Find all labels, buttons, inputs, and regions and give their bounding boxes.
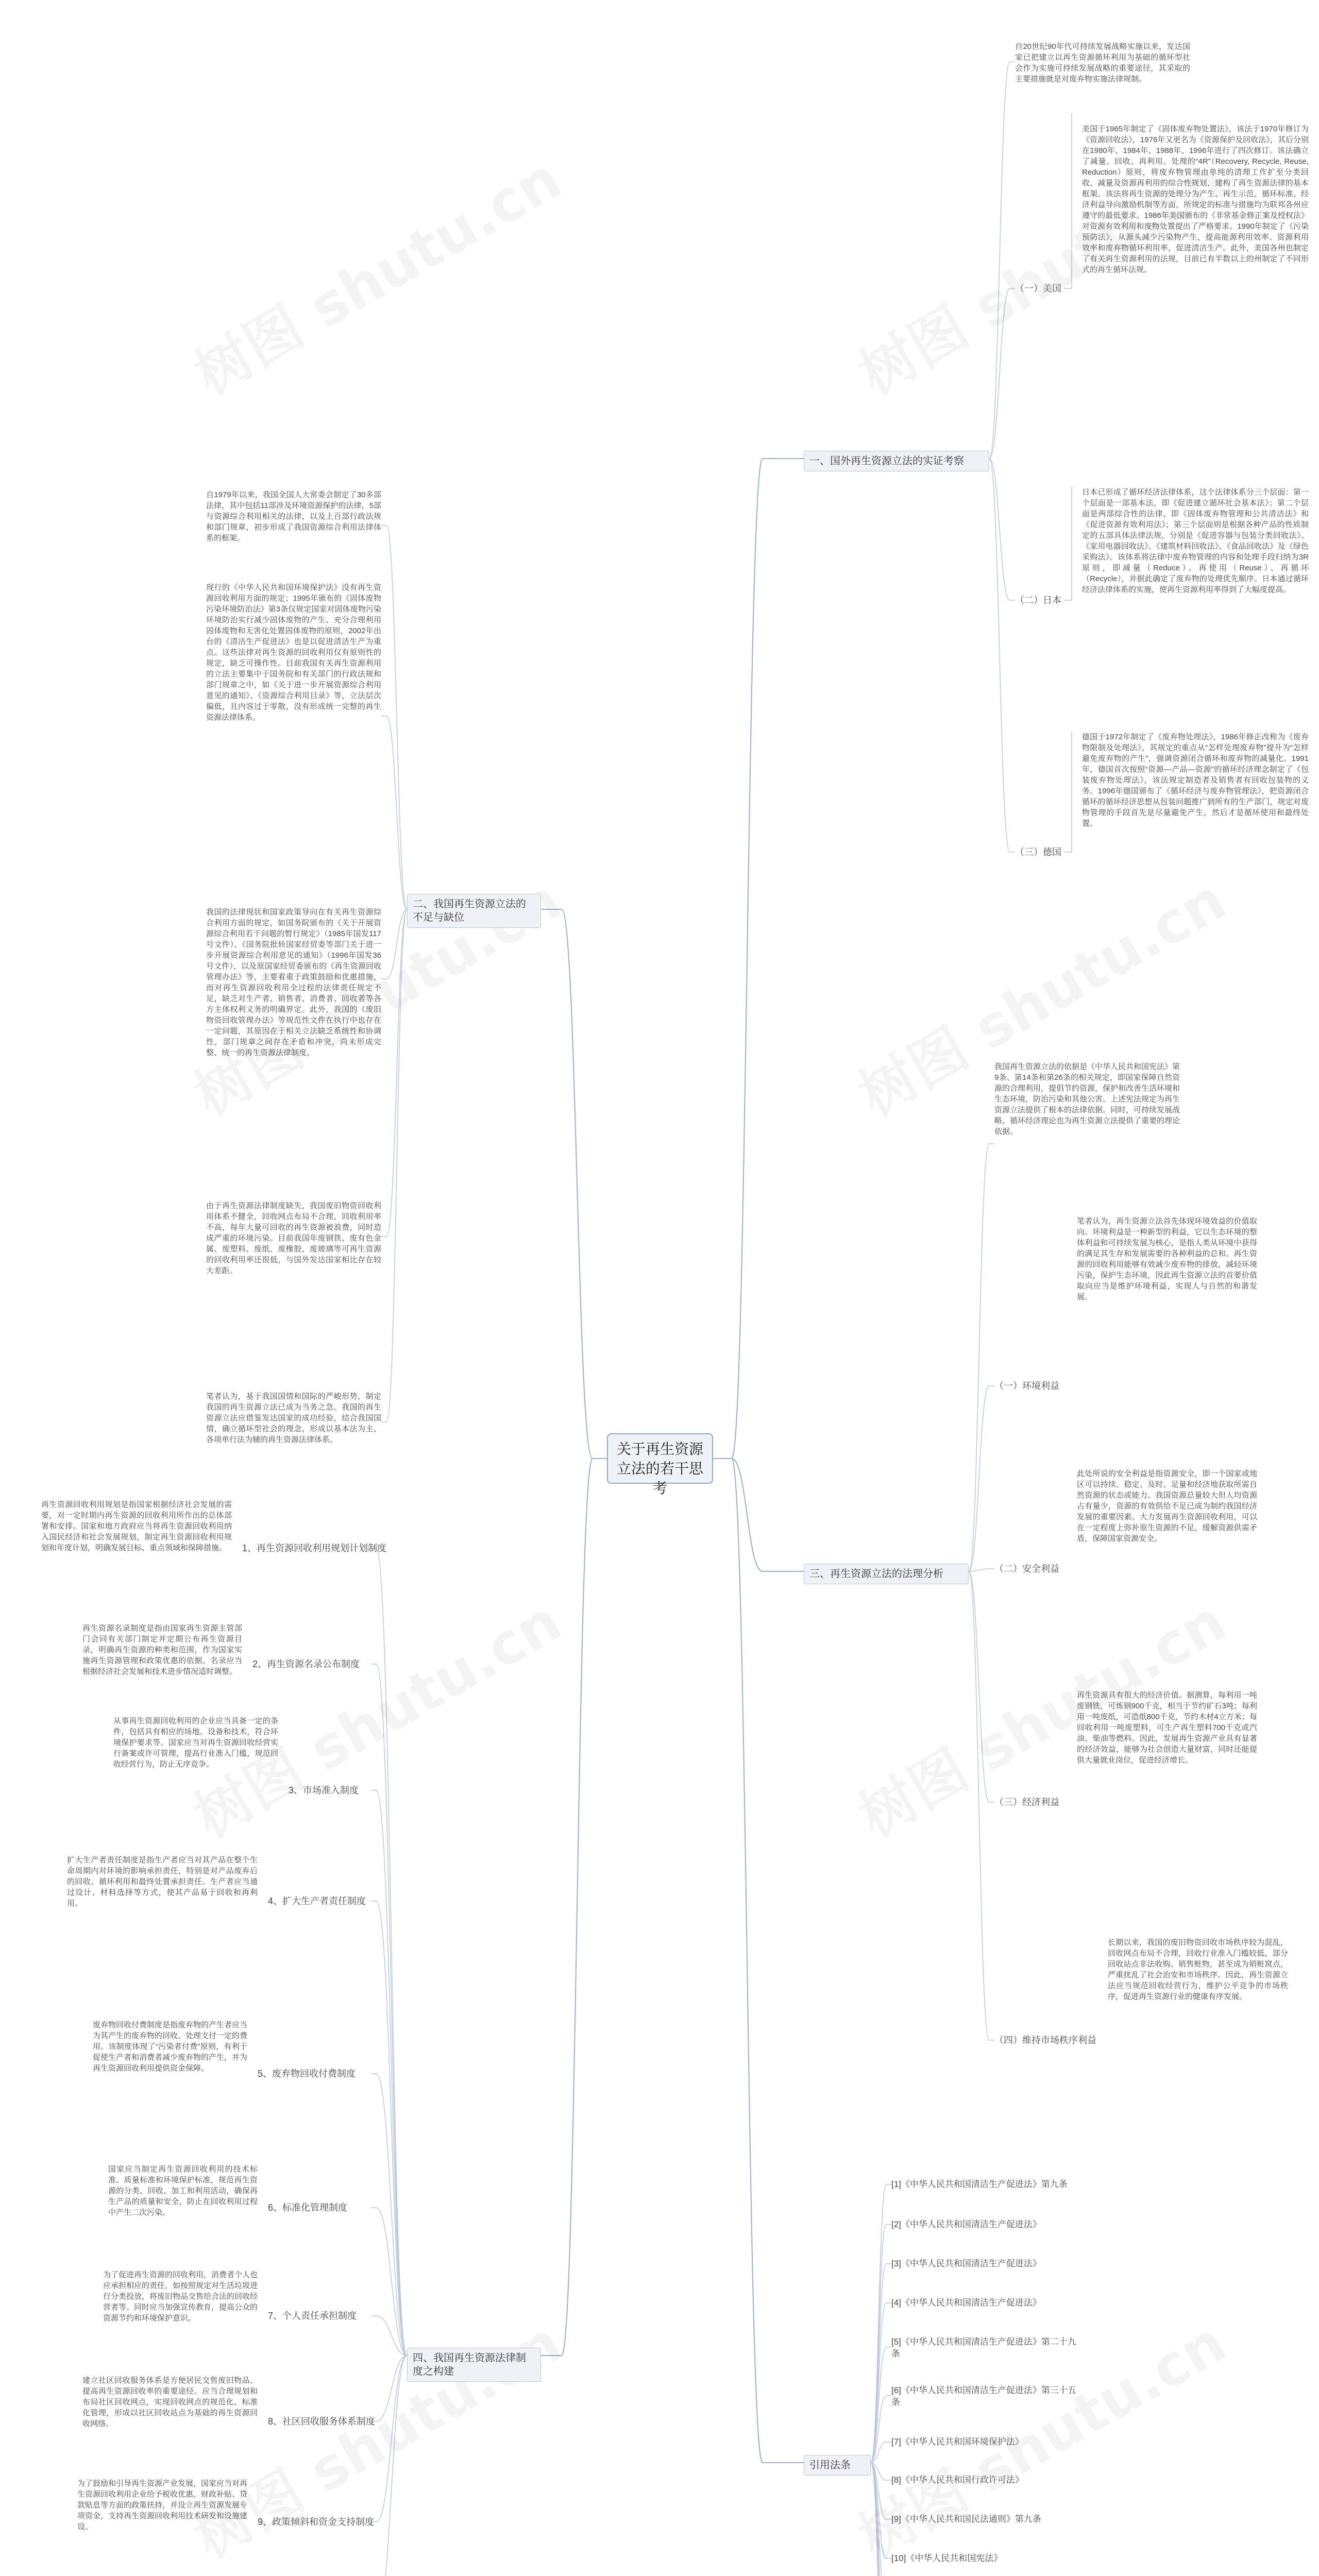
- branch-legal-theory[interactable]: 三、再生资源立法的法理分析: [804, 1564, 969, 1584]
- b4-item-7-label[interactable]: 7、个人责任承担制度: [268, 2311, 357, 2321]
- b4-item-7-text: 为了促进再生资源的回收利用，消费者个人也应承担相应的责任，如按照规定对生活垃圾进行分类投放，将废旧物品交售给合法的回收经营者等。同时应当加强宣传教育，提高公众的资源节约和环境保护意识。: [103, 2270, 258, 2323]
- b4-item-4-text: 扩大生产者责任制度是指生产者应当对其产品在整个生命周期内对环境的影响承担责任，特别是对产品废弃后的回收、循环利用和最终处置承担责任。生产者应当通过设计、材料选择等方式，使其产品易于回收和再利用。: [67, 1856, 258, 1908]
- branch-legal-system-construction[interactable]: 四、我国再生资源法律制度之构建: [407, 2348, 541, 2382]
- ref-10[interactable]: [10]《中华人民共和国宪法》: [891, 2553, 1003, 2563]
- b4-item-2-text: 再生资源名录制度是指由国家再生资源主管部门会同有关部门制定并定期公布再生资源目录，明确再生资源的种类和范围，作为国家实施再生资源管理和政策优惠的依据。名录应当根据经济社会发展和技术进步情况适时调整。: [82, 1624, 242, 1676]
- b2-paragraph-4: 由于再生资源法律制度缺失，我国废旧物资回收利用体系不健全，回收网点布局不合理，回收利用率不高，每年大量可回收的再生资源被浪费，同时造成严重的环境污染。目前我国年废钢铁、废有色金属、废塑料、废纸、废橡胶、废玻璃等可再生资源的回收利用率还很低，与国外发达国家相比存在较大差距。: [206, 1201, 381, 1275]
- b4-item-9-label[interactable]: 9、政策倾斜和资金支持制度: [258, 2517, 375, 2527]
- b4-item-4-label[interactable]: 4、扩大生产者责任制度: [268, 1896, 366, 1906]
- b1-us-label[interactable]: （一）美国: [1015, 283, 1061, 294]
- ref-7[interactable]: [7]《中华人民共和国环境保护法》: [891, 2437, 1024, 2447]
- b4-item-1-label[interactable]: 1、再生资源回收利用规划计划制度: [242, 1543, 387, 1553]
- b1-japan-label[interactable]: （二）日本: [1015, 595, 1061, 605]
- b1-germany-text: 德国于1972年制定了《废弃物处理法》，1986年修正改称为《废弃物限制及处理法》，其规定的重点从“怎样处理废弃物”提升为“怎样避免废弃物的产生”，强调资源闭合循环和废弃物的减量化。1991年，德国首次按照“资源—产品—资源”的循环经济理念制定了《包装废弃物处理法》，该法规定制造者及销售者有回收包装物的义务。1996年德国颁布了《循环经济与废弃物管理法》，把资源闭合循环的循环经济思想从包装问题推广到所有的生产部门，规定对废物管理的手段首先是尽量避免产生，然后才是循环使用和最终处置。: [1082, 733, 1309, 828]
- b4-item-3-text: 从事再生资源回收利用的企业应当具备一定的条件，包括具有相应的场地、设备和技术，符合环境保护要求等。国家应当对再生资源回收经营实行备案或许可管理，提高行业准入门槛，规范回收经营行为，防止无序竞争。: [113, 1717, 278, 1769]
- b4-item-6-text: 国家应当制定再生资源回收利用的技术标准、质量标准和环境保护标准，规范再生资源的分类、回收、加工和利用活动，确保再生产品的质量和安全，防止在回收利用过程中产生二次污染。: [108, 2165, 258, 2217]
- b1-japan-text: 日本已形成了循环经济法律体系，这个法律体系分三个层面：第一个层面是一部基本法，即《促进建立循环社会基本法》；第二个层面是两部综合性的法律，即《固体废弃物管理和公共清洁法》和《促进资源有效利用法》；第三个层面则是根据各种产品的性质制定的五部具体法律法规，分别是《促进容器与包装分类回收法》、《家用电器回收法》、《建筑材料回收法》、《食品回收法》及《绿色采购法》。该体系将法律中废弃物管理的内容和处理手段归纳为3R原则，即减量（Reduce）、再使用（Reuse）、再循环（Recycle），并据此确定了废弃物的处理优先顺序。日本通过循环经济法律体系的实施，使再生资源利用率得到了大幅度提高。: [1082, 488, 1309, 594]
- b3-intro-text: 我国再生资源立法的依据是《中华人民共和国宪法》第9条、第14条和第26条的相关规定，即国家保障自然资源的合理利用，提倡节约资源，保护和改善生活环境和生态环境，防治污染和其他公害。上述宪法规定为再生资源立法提供了根本的法律依据。同时，可持续发展战略、循环经济理论也为再生资源立法提供了重要的理论依据。: [994, 1062, 1180, 1136]
- ref-8[interactable]: [8]《中华人民共和国行政许可法》: [891, 2475, 1024, 2485]
- b4-item-3-label[interactable]: 3、市场准入制度: [289, 1785, 359, 1795]
- b4-item-6-label[interactable]: 6、标准化管理制度: [268, 2202, 348, 2213]
- ref-1[interactable]: [1]《中华人民共和国清洁生产促进法》第九条: [891, 2179, 1068, 2189]
- b3-order-label[interactable]: （四）维持市场秩序利益: [994, 2035, 1096, 2045]
- b1-us-text: 美国于1965年制定了《固体废弃物处置法》，该法于1970年修订为《资源回收法》，1976年又更名为《资源保护及回收法》，其后分别在1980年、1984年、1988年、1996年进行了四次修订。该法确立了减量、回收、再利用、处理的“4R”（Recovery, Recycle, Reuse, Reduction）原则，将废弃物管理由单纯的清理工作扩至分类回收、减量及资源再利用的综合性规划，建构了再生资源法律的基本框架。该法将再生资源的处理分为产生、再生示范、循环标准、经济利益导向激励机制等方面，所规定的标准与措施均为联邦各州应遵守的最低要求。1986年美国颁布的《非常基金修正案及授权法》对资源有效利用和废物处置提出了严格要求。1990年制定了《污染预防法》，从源头减少污染物产生，提高能源利用效率、资源利用效率和废弃物循环利用率，促进清洁生产。此外，美国各州也制定了有关再生资源利用的法规，目前已有半数以上的州制定了不同形式的再生循环法规。: [1082, 125, 1309, 274]
- b3-security-text: 此处所说的安全利益是指资源安全，即一个国家或地区可以持续、稳定、及时、足量和经济地获取所需自然资源的状态或能力。我国资源总量较大但人均资源占有量少，资源的有效供给不足已成为制约我国经济发展的重要因素。大力发展再生资源回收利用，可以在一定程度上弥补原生资源的不足，缓解资源供需矛盾，保障国家资源安全。: [1077, 1469, 1257, 1543]
- b3-security-label[interactable]: （二）安全利益: [994, 1564, 1059, 1574]
- b4-item-9-text: 为了鼓励和引导再生资源产业发展，国家应当对再生资源回收利用企业给予税收优惠、财政补贴、贷款贴息等方面的政策扶持，并设立再生资源发展专项资金，支持再生资源回收利用技术研发和设施建设。: [77, 2479, 248, 2531]
- branch-domestic-shortcomings[interactable]: 二、我国再生资源立法的不足与缺位: [407, 894, 541, 928]
- b4-item-8-text: 建立社区回收服务体系是方便居民交售废旧物品、提高再生资源回收率的重要途径。应当合理规划和布局社区回收网点，实现回收网点的规范化、标准化管理，形成以社区回收站点为基础的再生资源回收网络。: [82, 2376, 258, 2428]
- b4-item-1-text: 再生资源回收利用规划是指国家根据经济社会发展的需要，对一定时期内再生资源的回收利用所作出的总体部署和安排。国家和地方政府应当将再生资源回收利用纳入国民经济和社会发展规划，制定再生资源回收利用规划和年度计划，明确发展目标、重点领域和保障措施。: [41, 1500, 232, 1552]
- branch-foreign-legislation[interactable]: 一、国外再生资源立法的实证考察: [804, 451, 989, 471]
- b1-germany-label[interactable]: （三）德国: [1015, 847, 1061, 857]
- b2-paragraph-1: 自1979年以来，我国全国人大常委会制定了30多部法律，其中包括11部涉及环境资源保护的法律，5部与资源综合利用相关的法律，以及上百部行政法规和部门规章，初步形成了我国资源综合利用法律体系的框架。: [206, 490, 381, 543]
- ref-5[interactable]: [5]《中华人民共和国清洁生产促进法》第二十九条: [891, 2337, 1076, 2359]
- ref-3[interactable]: [3]《中华人民共和国清洁生产促进法》: [891, 2259, 1041, 2268]
- ref-2[interactable]: [2]《中华人民共和国清洁生产促进法》: [891, 2219, 1041, 2229]
- b1-intro-text: 自20世纪90年代可持续发展战略实施以来，发达国家已把建立以再生资源循环利用为基础的循环型社会作为实施可持续发展战略的重要途径，其采取的主要措施就是对废弃物实施法律规制。: [1015, 42, 1190, 83]
- ref-4[interactable]: [4]《中华人民共和国清洁生产促进法》: [891, 2298, 1041, 2308]
- b3-env-label[interactable]: （一）环境利益: [994, 1381, 1059, 1391]
- b4-item-8-label[interactable]: 8、社区回收服务体系制度: [268, 2416, 376, 2427]
- ref-6[interactable]: [6]《中华人民共和国清洁生产促进法》第三十五条: [891, 2385, 1076, 2407]
- b3-order-text: 长期以来，我国的废旧物资回收市场秩序较为混乱，回收网点布局不合理，回收行业准入门槛较低，部分回收站点非法收购、销售赃物，甚至成为销赃窝点，严重扰乱了社会治安和市场秩序。因此，再生资源立法应当规范回收经营行为，维护公平竞争的市场秩序，促进再生资源行业的健康有序发展。: [1108, 1938, 1288, 2001]
- b2-paragraph-5: 笔者认为，基于我国国情和国际的严峻形势，制定我国的再生资源立法已成为当务之急。我国的再生资源立法应借鉴发达国家的成功经验，结合我国国情，确立循环型社会的理念，形成以基本法为主、各项单行法为辅的再生资源法律体系。: [206, 1392, 381, 1444]
- b4-item-5-text: 废弃物回收付费制度是指废弃物的产生者应当为其产生的废弃物的回收、处理支付一定的费用。该制度体现了“污染者付费”原则，有利于促使生产者和消费者减少废弃物的产生，并为再生资源回收利用提供资金保障。: [93, 2021, 248, 2073]
- branch-cited-laws[interactable]: 引用法条: [804, 2455, 871, 2476]
- b4-item-2-label[interactable]: 2、再生资源名录公布制度: [252, 1659, 360, 1669]
- b3-economic-label[interactable]: （三）经济利益: [994, 1797, 1059, 1807]
- b4-item-5-label[interactable]: 5、废弃物回收付费制度: [258, 2069, 356, 2079]
- b3-economic-text: 再生资源具有很大的经济价值。据测算，每利用一吨废钢铁，可炼钢900千克，相当于节约矿石3吨；每利用一吨废纸，可造纸800千克，节约木材4立方米；每回收利用一吨废塑料，可生产再生塑料700千克或汽油、柴油等燃料。因此，发展再生资源产业具有显著的经济效益，能够为社会创造大量财富，同时还能提供大量就业岗位，促进经济增长。: [1077, 1691, 1257, 1765]
- b3-env-text: 笔者认为，再生资源立法首先体现环境效益的价值取向。环境利益是一种新型的利益，它以生态环境的整体利益和可持续发展为核心，是指人类从环境中获得的满足其生存和发展需要的各种利益的总和。再生资源的回收利用能够有效减少废弃物的排放，减轻环境污染，保护生态环境，因此再生资源立法的首要价值取向应当是维护环境利益，实现人与自然的和谐发展。: [1077, 1217, 1257, 1301]
- root-topic[interactable]: 关于再生资源立法的若干思考: [607, 1433, 713, 1484]
- b2-paragraph-2: 现行的《中华人民共和国环境保护法》没有再生资源回收利用方面的规定；1995年颁布的《固体废物污染环境防治法》第3条仅规定国家对固体废物污染环境防治实行减少固体废物的产生、充分合理利用固体废物和无害化处置固体废物的原则，2002年出台的《清洁生产促进法》也是以促进清洁生产为重点。这些法律对再生资源的回收利用仅有原则性的规定，缺乏可操作性。目前我国有关再生资源利用的立法主要集中于国务院和有关部门的行政法规和部门规章之中，如《关于进一步开展资源综合利用意见的通知》、《资源综合利用目录》等，立法层次偏低，且内容过于零散，没有形成统一完整的再生资源法律体系。: [206, 583, 381, 722]
- ref-9[interactable]: [9]《中华人民共和国民法通则》第九条: [891, 2514, 1041, 2524]
- b2-paragraph-3: 我国的法律现状和国家政策导向在有关再生资源综合利用方面的规定，如国务院颁布的《关于开展资源综合利用若干问题的暂行规定》（1985年国发117号文件）、《国务院批转国家经贸委等部门关于进一步开展资源综合利用意见的通知》（1996年国发36号文件），以及原国家经贸委颁布的《再生资源回收管理办法》等，主要着重于政策鼓励和优惠措施，而对再生资源回收利用全过程的法律责任规定不足，缺乏对生产者、销售者、消费者、回收者等各方主体权利义务的明确界定。此外，我国的《废旧物资回收管理办法》等规范性文件在执行中也存在一定问题，其原因在于相关立法缺乏系统性和协调性，部门规章之间存在矛盾和冲突，尚未形成完整、统一的再生资源法律制度。: [206, 908, 381, 1057]
